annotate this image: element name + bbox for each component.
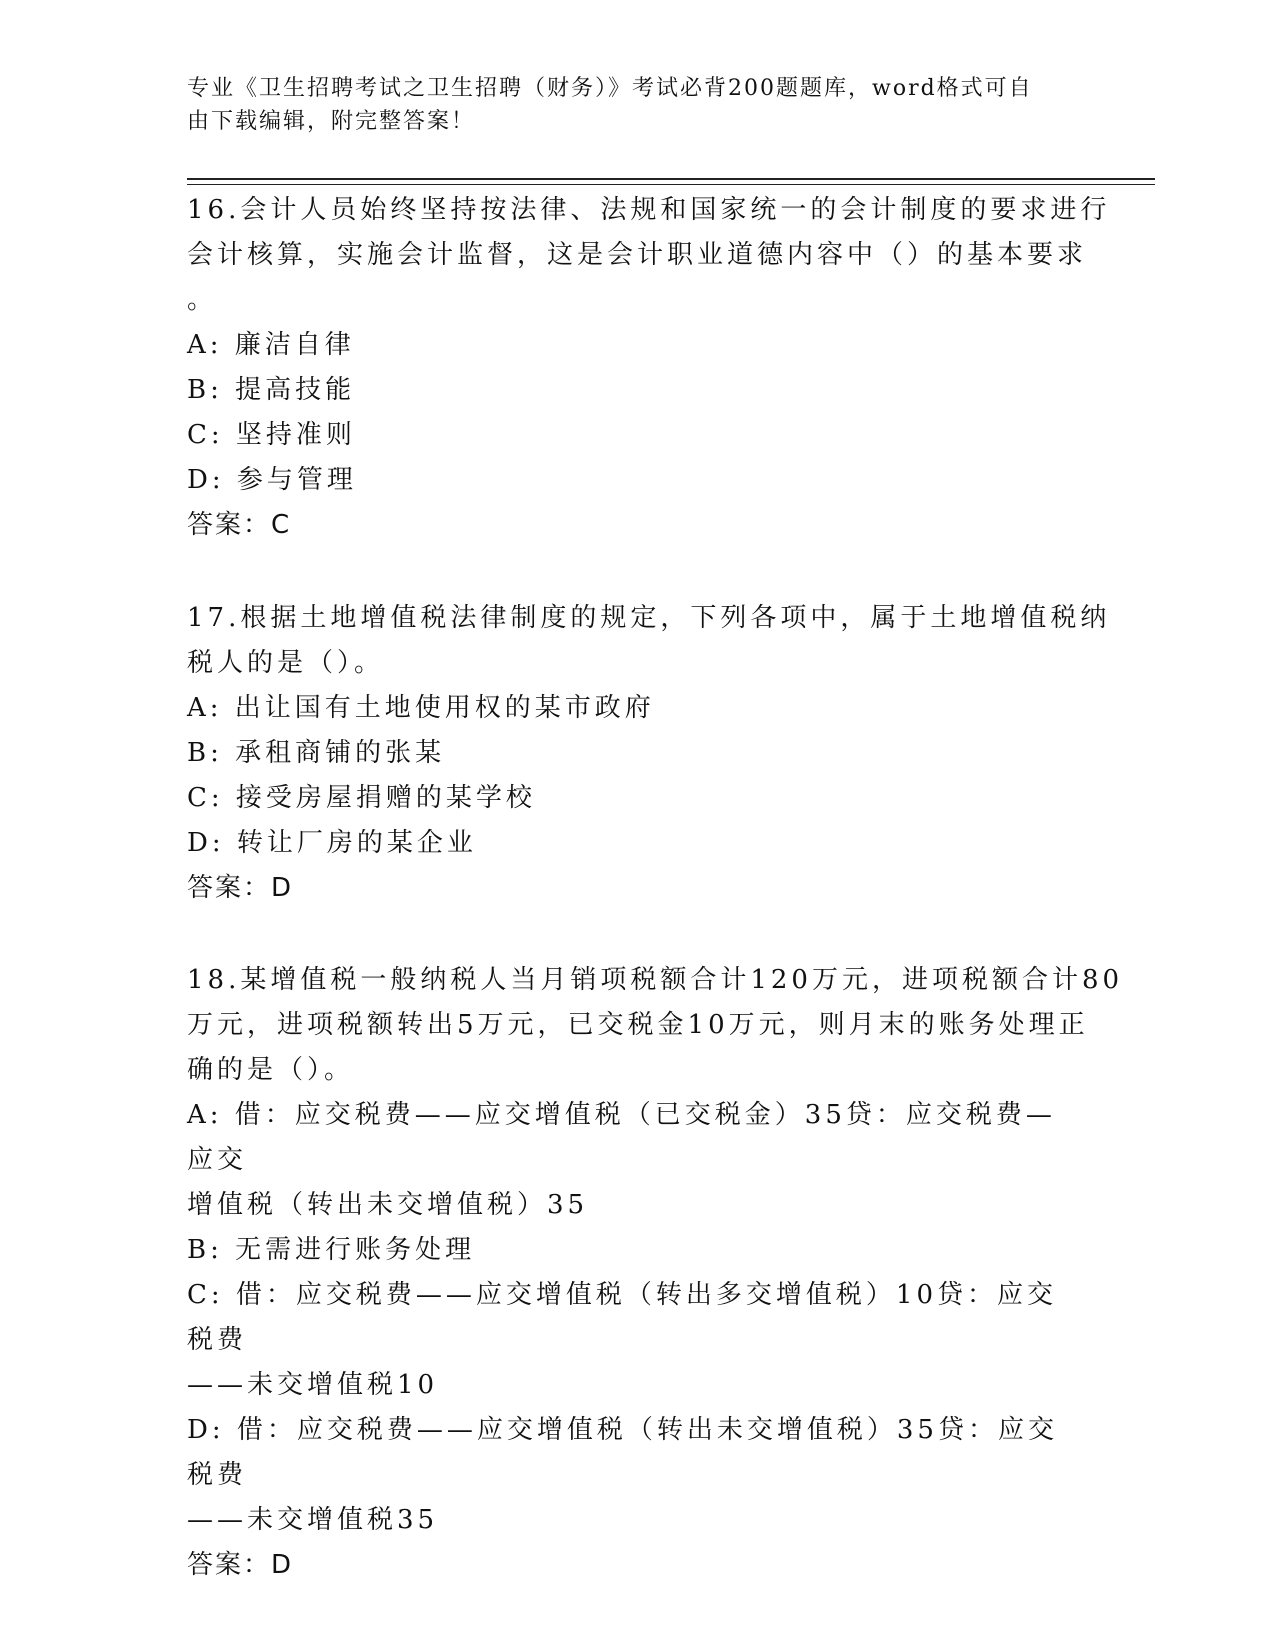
- option-d: D: 转让厂房的某企业: [187, 828, 477, 858]
- header-line-1: 专业《卫生招聘考试之卫生招聘（财务）》考试必背200题题库，word格式可自: [187, 76, 1033, 101]
- question-stem-line: 确的是（）。: [187, 1055, 355, 1085]
- question-stem-line: 会计核算，实施会计监督，这是会计职业道德内容中（）的基本要求: [187, 240, 1088, 270]
- question-stem-line: 17.根据土地增值税法律制度的规定，下列各项中，属于土地增值税纳: [187, 603, 1111, 633]
- option-b: B: 承租商铺的张某: [187, 738, 446, 768]
- option-a-continued: 增值税（转出未交增值税）35: [187, 1190, 589, 1220]
- answer-label: 答案：D: [187, 1550, 294, 1580]
- option-d: D: 参与管理: [187, 465, 357, 495]
- question-stem-line: 。: [187, 285, 218, 315]
- answer-label: 答案：D: [187, 873, 294, 903]
- option-a: A: 借：应交税费——应交增值税（已交税金）35贷：应交税费—应交: [187, 1100, 1056, 1175]
- option-a: A: 廉洁自律: [187, 330, 355, 360]
- question-stem-line: 18.某增值税一般纳税人当月销项税额合计120万元，进项税额合计80: [187, 965, 1124, 995]
- option-d-continued: ——未交增值税35: [187, 1505, 439, 1535]
- question-stem-line: 16.会计人员始终坚持按法律、法规和国家统一的会计制度的要求进行: [187, 195, 1111, 225]
- option-b: B: 提高技能: [187, 375, 356, 405]
- option-a: A: 出让国有土地使用权的某市政府: [187, 693, 655, 723]
- document-header: [187, 72, 1087, 138]
- question-stem-line: 税人的是（）。: [187, 648, 385, 678]
- option-b: B: 无需进行账务处理: [187, 1235, 476, 1265]
- option-d: D: 借：应交税费——应交增值税（转出未交增值税）35贷：应交税费: [187, 1415, 1058, 1490]
- header-divider-thick: [187, 178, 1155, 180]
- question-stem-line: 万元，进项税额转出5万元，已交税金10万元，则月末的账务处理正: [187, 1010, 1089, 1040]
- header-line-2: 由下载编辑，附完整答案！: [187, 109, 476, 134]
- option-c: C: 坚持准则: [187, 420, 356, 450]
- question-17: [187, 596, 1111, 911]
- question-16: [187, 188, 1111, 548]
- answer-label: 答案：C: [187, 510, 292, 540]
- question-18: [187, 958, 1124, 1588]
- header-divider-thin: [187, 184, 1155, 185]
- option-c: C: 接受房屋捐赠的某学校: [187, 783, 536, 813]
- option-c-continued: ——未交增值税10: [187, 1370, 439, 1400]
- option-c: C: 借：应交税费——应交增值税（转出多交增值税）10贷：应交税费: [187, 1280, 1058, 1355]
